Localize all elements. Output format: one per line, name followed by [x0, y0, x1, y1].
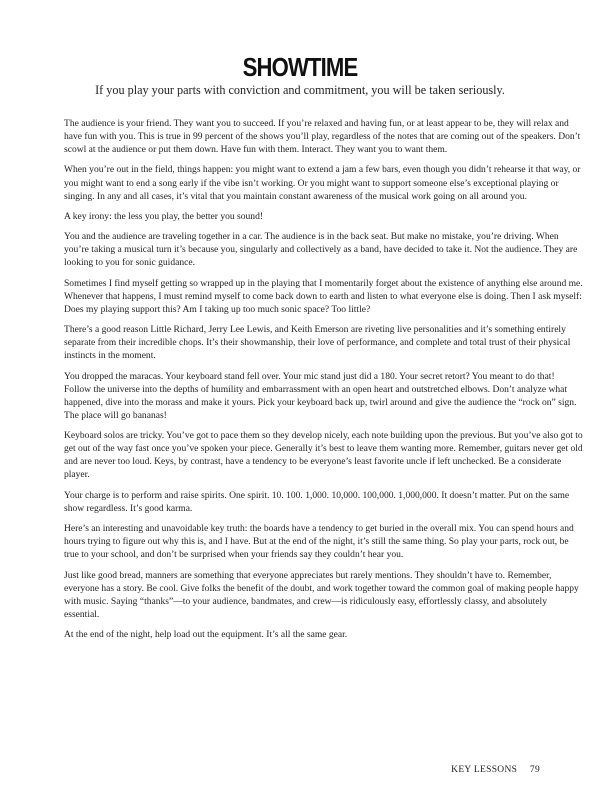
- body-text: [64, 117, 584, 648]
- page-number: 79: [529, 765, 540, 775]
- page-subtitle: If you play your parts with conviction and commitment, you will be taken seriously.: [95, 83, 505, 97]
- paragraph: There’s a good reason Little Richard, Jerry Lee Lewis, and Keith Emerson are riveting live personalities and it’s something entirely separate from their incredible chops. It’s their showmanship, their love of performance, and complete and total trust of their physical instincts in the moment.: [64, 324, 571, 362]
- paragraph: The audience is your friend. They want you to succeed. If you’re relaxed and having fun, or at least appear to be, they will relax and have fun with you. This is true in 99 percent of the shows you’ll play, regardless of the notes that are coming out of the speakers. Don’t scowl at the audience or put them down. Have fun with them. Interact. They want you to want them.: [64, 118, 581, 156]
- paragraph: You dropped the maracas. Your keyboard stand fell over. Your mic stand just did a 180. Your secret retort? You meant to do that! Follow the universe into the depths of humility and embarrassment with an open heart and outstretched elbows. Don’t analyze what happened, dive into the morass and make it yours. Pick your keyboard back up, twirl around and give the audience the “rock on” sign. The place will go bananas!: [64, 370, 577, 421]
- page-title: SHOWTIME: [242, 52, 358, 82]
- paragraph: A key irony: the less you play, the better you sound!: [64, 210, 264, 222]
- paragraph: Just like good bread, manners are something that everyone appreciates but rarely mentions. They shouldn’t have to. Remember, everyone has a story. Be cool. Give folks the benefit of the doubt, and work together toward the common goal of making people happy with music. Saying “thanks”—to your audience, bandmates, and crew—is ridiculously easy, effortlessly classy, and absolutely essential.: [64, 569, 579, 620]
- paragraph: Sometimes I find myself getting so wrapped up in the playing that I momentarily forget about the existence of anything else around me. Whenever that happens, I must remind myself to come back down to earth and listen to what everyone else is doing. Then I ask myself: Does my playing support this? Am I taking up too much sonic space? Too little?: [64, 277, 583, 315]
- paragraph: Your charge is to perform and raise spirits. One spirit. 10. 100. 1,000. 10,000. 100,000. 1,000,000. It doesn’t matter. Put on the same show regardless. It’s good karma.: [64, 489, 570, 514]
- paragraph: You and the audience are traveling together in a car. The audience is in the back seat. But make no mistake, you’re driving. When you’re taking a musical turn it’s because you, singularly and collectively as a band, have decided to take it. Not the audience. They are looking to you for sonic guidance.: [64, 231, 578, 269]
- footer-section-title: KEY LESSONS: [451, 765, 518, 775]
- paragraph: When you’re out in the field, things happen: you might want to extend a jam a few bars, even though you didn’t rehearse it that way, or you might want to end a song early if the vibe isn’t working. Or you might want to support someone else’s exceptional playing or singing. In any and all cases, it’s vital that you maintain constant awareness of the musical work going on all around you.: [64, 164, 581, 202]
- paragraph: Keyboard solos are tricky. You’ve got to pace them so they develop nicely, each note building upon the previous. But you’ve also got to get out of the way fast once you’ve spoken your piece. Generally it’s best to leave them wanting more. Remember, guitars never get old and are never too loud. Keys, by contrast, have a tendency to be everyone’s least favorite uncle if left unchecked. Be a considerate player.: [64, 430, 583, 481]
- page-footer: [451, 765, 540, 775]
- paragraph: At the end of the night, help load out the equipment. It’s all the same gear.: [64, 629, 348, 641]
- paragraph: Here’s an interesting and unavoidable key truth: the boards have a tendency to get buried in the overall mix. You can spend hours and hours trying to figure out why this is, and I have. But at the end of the night, it’s still the same thing. So play your parts, rock out, be true to your school, and don’t be surprised when your friends say they couldn’t hear you.: [64, 523, 574, 561]
